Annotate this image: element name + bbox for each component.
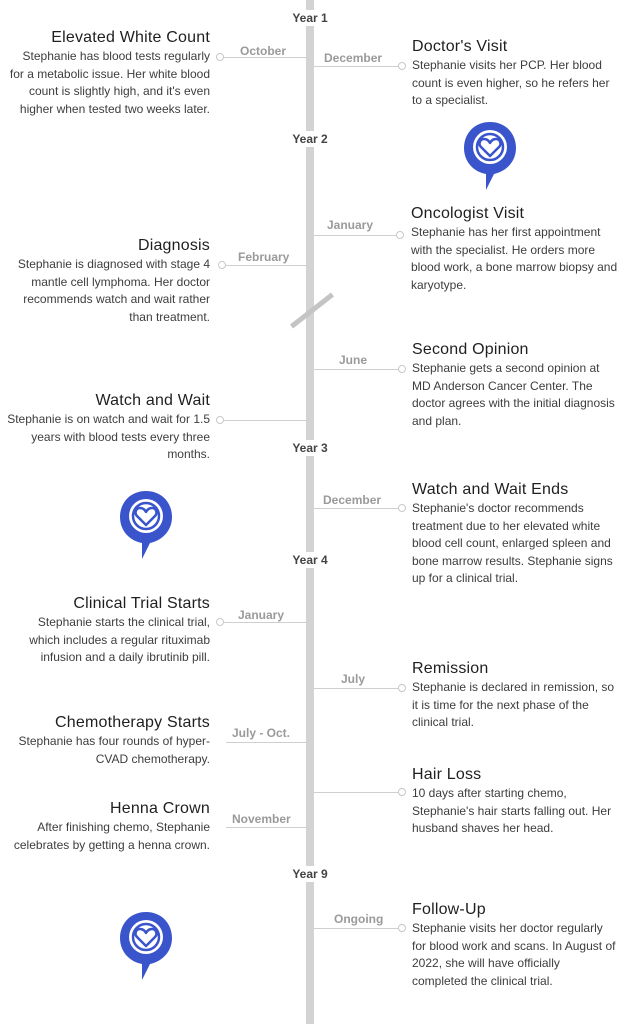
- event-description: Stephanie has her first appointment with the specialist. He orders more blood work, a bone marrow biopsy and karyotype.: [411, 225, 618, 292]
- connector-dot: [398, 504, 406, 512]
- heart-in-speech-bubble-icon: [116, 906, 176, 986]
- event-description: Stephanie visits her doctor regularly for blood work and scans. In August of 2022, she will have officially completed the clinical trial.: [412, 921, 616, 988]
- event-month: June: [339, 353, 368, 367]
- event-title: Henna Crown: [109, 800, 210, 817]
- connector-dot: [216, 618, 224, 626]
- event-description: Stephanie visits her PCP. Her blood count is even higher, so he refers her to a specialist.: [412, 58, 610, 107]
- event-doctors-visit: [412, 37, 618, 110]
- event-title: Doctor's Visit: [412, 38, 508, 55]
- event-clinical-trial-starts: [6, 594, 210, 667]
- event-description: Stephanie gets a second opinion at MD Anderson Cancer Center. The doctor agrees with the initial diagnosis and plan.: [412, 361, 615, 428]
- event-remission: [412, 659, 618, 732]
- connector-dot: [398, 788, 406, 796]
- event-description: After finishing chemo, Stephanie celebrates by getting a henna crown.: [13, 820, 210, 852]
- year-label: Year 1: [270, 10, 350, 26]
- connector-line: [314, 928, 400, 929]
- event-watch-and-wait: [6, 391, 210, 464]
- event-follow-up: [412, 900, 618, 990]
- event-title: Second Opinion: [412, 341, 529, 358]
- event-title: Oncologist Visit: [411, 205, 525, 222]
- connector-dot: [396, 231, 404, 239]
- event-description: Stephanie has four rounds of hyper-CVAD chemotherapy.: [18, 734, 210, 766]
- event-watch-and-wait-ends: [412, 480, 620, 588]
- connector-line: [226, 265, 306, 266]
- connector-dot: [218, 261, 226, 269]
- connector-dot: [398, 365, 406, 373]
- connector-line: [314, 369, 400, 370]
- event-diagnosis: [6, 236, 210, 326]
- event-month: Ongoing: [334, 912, 384, 926]
- connector-line: [314, 792, 400, 793]
- event-month: January: [327, 218, 374, 232]
- event-description: 10 days after starting chemo, Stephanie's hair starts falling out. Her husband shaves her head.: [412, 786, 612, 835]
- connector-line: [314, 508, 400, 509]
- event-title: Diagnosis: [137, 237, 210, 254]
- connector-dot: [216, 416, 224, 424]
- event-month: January: [238, 608, 285, 622]
- event-chemotherapy-starts: [6, 713, 210, 768]
- connector-line: [224, 420, 306, 421]
- event-title: Chemotherapy Starts: [55, 714, 210, 731]
- connector-line: [226, 742, 306, 743]
- event-title: Watch and Wait Ends: [412, 481, 569, 498]
- event-title: Watch and Wait: [95, 392, 210, 409]
- connector-line: [224, 622, 306, 623]
- event-description: Stephanie is on watch and wait for 1.5 years with blood tests every three months.: [7, 412, 210, 461]
- connector-dot: [398, 684, 406, 692]
- connector-dot: [398, 62, 406, 70]
- event-title: Remission: [412, 660, 489, 677]
- event-title: Clinical Trial Starts: [73, 595, 210, 612]
- event-title: Hair Loss: [412, 766, 482, 783]
- event-description: Stephanie is diagnosed with stage 4 mantle cell lymphoma. Her doctor recommends watch and wait rather than treatment.: [17, 257, 210, 324]
- event-title: Elevated White Count: [51, 29, 210, 46]
- event-month: December: [324, 51, 383, 65]
- connector-dot: [398, 924, 406, 932]
- event-oncologist-visit: [411, 204, 619, 294]
- event-second-opinion: [412, 340, 618, 430]
- connector-line: [314, 235, 398, 236]
- event-month: December: [323, 493, 382, 507]
- connector-line: [314, 688, 400, 689]
- heart-in-speech-bubble-icon: [460, 116, 520, 196]
- event-description: Stephanie's doctor recommends treatment due to her elevated white blood cell count, enlarged spleen and bone marrow results. Stephanie signs up for a clinical trial.: [412, 501, 613, 585]
- event-hair-loss: [412, 765, 618, 838]
- event-month: October: [240, 44, 287, 58]
- year-label: Year 2: [270, 131, 350, 147]
- event-description: Stephanie starts the clinical trial, which includes a regular rituximab infusion and a daily ibrutinib pill.: [29, 615, 210, 664]
- event-month: February: [238, 250, 290, 264]
- year-label: Year 3: [270, 440, 350, 456]
- year-label: Year 4: [270, 552, 350, 568]
- event-month: July: [341, 672, 366, 686]
- heart-in-speech-bubble-icon: [116, 485, 176, 565]
- connector-line: [314, 66, 400, 67]
- connector-dot: [216, 53, 224, 61]
- event-henna-crown: [6, 799, 210, 854]
- event-month: July - Oct.: [232, 726, 291, 740]
- event-month: November: [232, 812, 291, 826]
- event-elevated-white-count: [6, 28, 210, 118]
- event-description: Stephanie has blood tests regularly for a metabolic issue. Her white blood count is slightly high, and it's even higher when tested two weeks later.: [9, 49, 210, 116]
- event-title: Follow-Up: [412, 901, 486, 918]
- event-description: Stephanie is declared in remission, so it is time for the next phase of the clinical trial.: [412, 680, 615, 729]
- year-label: Year 9: [270, 866, 350, 882]
- connector-line: [226, 827, 306, 828]
